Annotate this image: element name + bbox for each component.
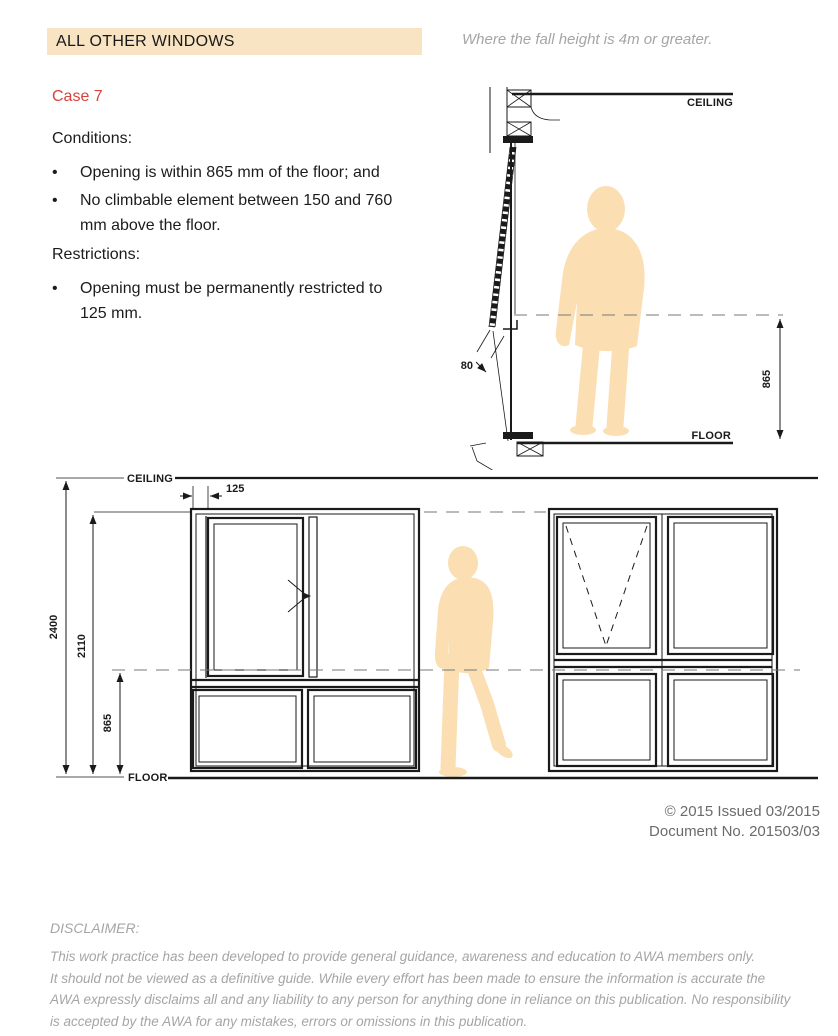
human-figure-standing	[556, 186, 645, 436]
case-label: Case 7	[52, 88, 103, 105]
condition-text: Opening is within 865 mm of the floor; and	[80, 164, 380, 181]
conditions-list	[52, 160, 432, 241]
window-frame-section	[470, 143, 543, 470]
window-elevation-drawing	[40, 460, 838, 800]
section-gap-dim: 80	[460, 360, 473, 372]
dimension-2110	[76, 512, 190, 774]
human-figure-walking	[435, 546, 515, 777]
copyright-line: © 2015 Issued 03/2015	[664, 803, 820, 820]
svg-text:2110: 2110	[76, 634, 88, 658]
document-number: Document No. 201503/03	[649, 823, 820, 840]
list-item	[52, 188, 432, 238]
svg-text:2400: 2400	[48, 614, 60, 640]
bullet-marker	[52, 276, 80, 326]
section-floor-label: FLOOR	[691, 430, 731, 442]
page-title: ALL OTHER WINDOWS	[56, 32, 235, 50]
dimension-865-section	[514, 315, 783, 439]
dimension-125	[180, 483, 244, 509]
restriction-text: Opening must be permanently restricted to 125 mm.	[80, 280, 383, 322]
disclaimer-line: is accepted by the AWA for any mistakes, errors or omissions in this publication.	[50, 1013, 528, 1029]
opened-sash	[492, 147, 513, 327]
dimension-2400	[48, 481, 66, 774]
elevation-ceiling	[56, 473, 818, 485]
bullet-marker	[52, 188, 80, 238]
restrictions-list	[52, 276, 432, 329]
section-ceiling	[512, 94, 733, 109]
elevation-ceiling-label: CEILING	[127, 473, 174, 485]
svg-text:125: 125	[226, 483, 245, 495]
window-unit-awning	[549, 509, 777, 771]
restrictions-heading: Restrictions:	[52, 246, 141, 263]
disclaimer-line: This work practice has been developed to provide general guidance, awareness and education to AWA members only.	[50, 949, 756, 964]
meeting-stile	[309, 517, 317, 677]
disclaimer-heading: DISCLAIMER:	[50, 920, 140, 936]
dimension-865-elevation	[102, 673, 120, 774]
page-subtitle: Where the fall height is 4m or greater.	[462, 31, 713, 48]
condition-text: No climbable element between 150 and 760 mm above the floor.	[80, 192, 393, 234]
copyright-block	[649, 802, 820, 842]
window-unit-sliding	[191, 509, 419, 771]
disclaimer-line: It should not be viewed as a definitive guide. While every effort has been made to ensure the information is accurate the	[50, 970, 766, 986]
list-item	[52, 276, 432, 326]
disclaimer-line: AWA expressly disclaims all and any liability to any person for anything done in reliance on this publication. No responsibility	[50, 992, 791, 1007]
section-ceiling-label: CEILING	[686, 97, 733, 109]
conditions-heading: Conditions:	[52, 130, 133, 147]
window-section-drawing	[440, 80, 838, 470]
awning-sash	[557, 517, 656, 654]
awning-opening-mark	[566, 526, 647, 646]
wall-head-detail	[490, 87, 560, 153]
elevation-floor	[56, 772, 818, 784]
disclaimer-block	[50, 920, 815, 1032]
elevation-floor-label: FLOOR	[128, 772, 168, 784]
sliding-sash	[208, 518, 303, 676]
section-height-dim: 865	[761, 369, 773, 389]
bullet-marker	[52, 160, 80, 185]
section-header-band	[47, 28, 422, 55]
list-item	[52, 160, 432, 185]
svg-text:865: 865	[102, 713, 114, 733]
